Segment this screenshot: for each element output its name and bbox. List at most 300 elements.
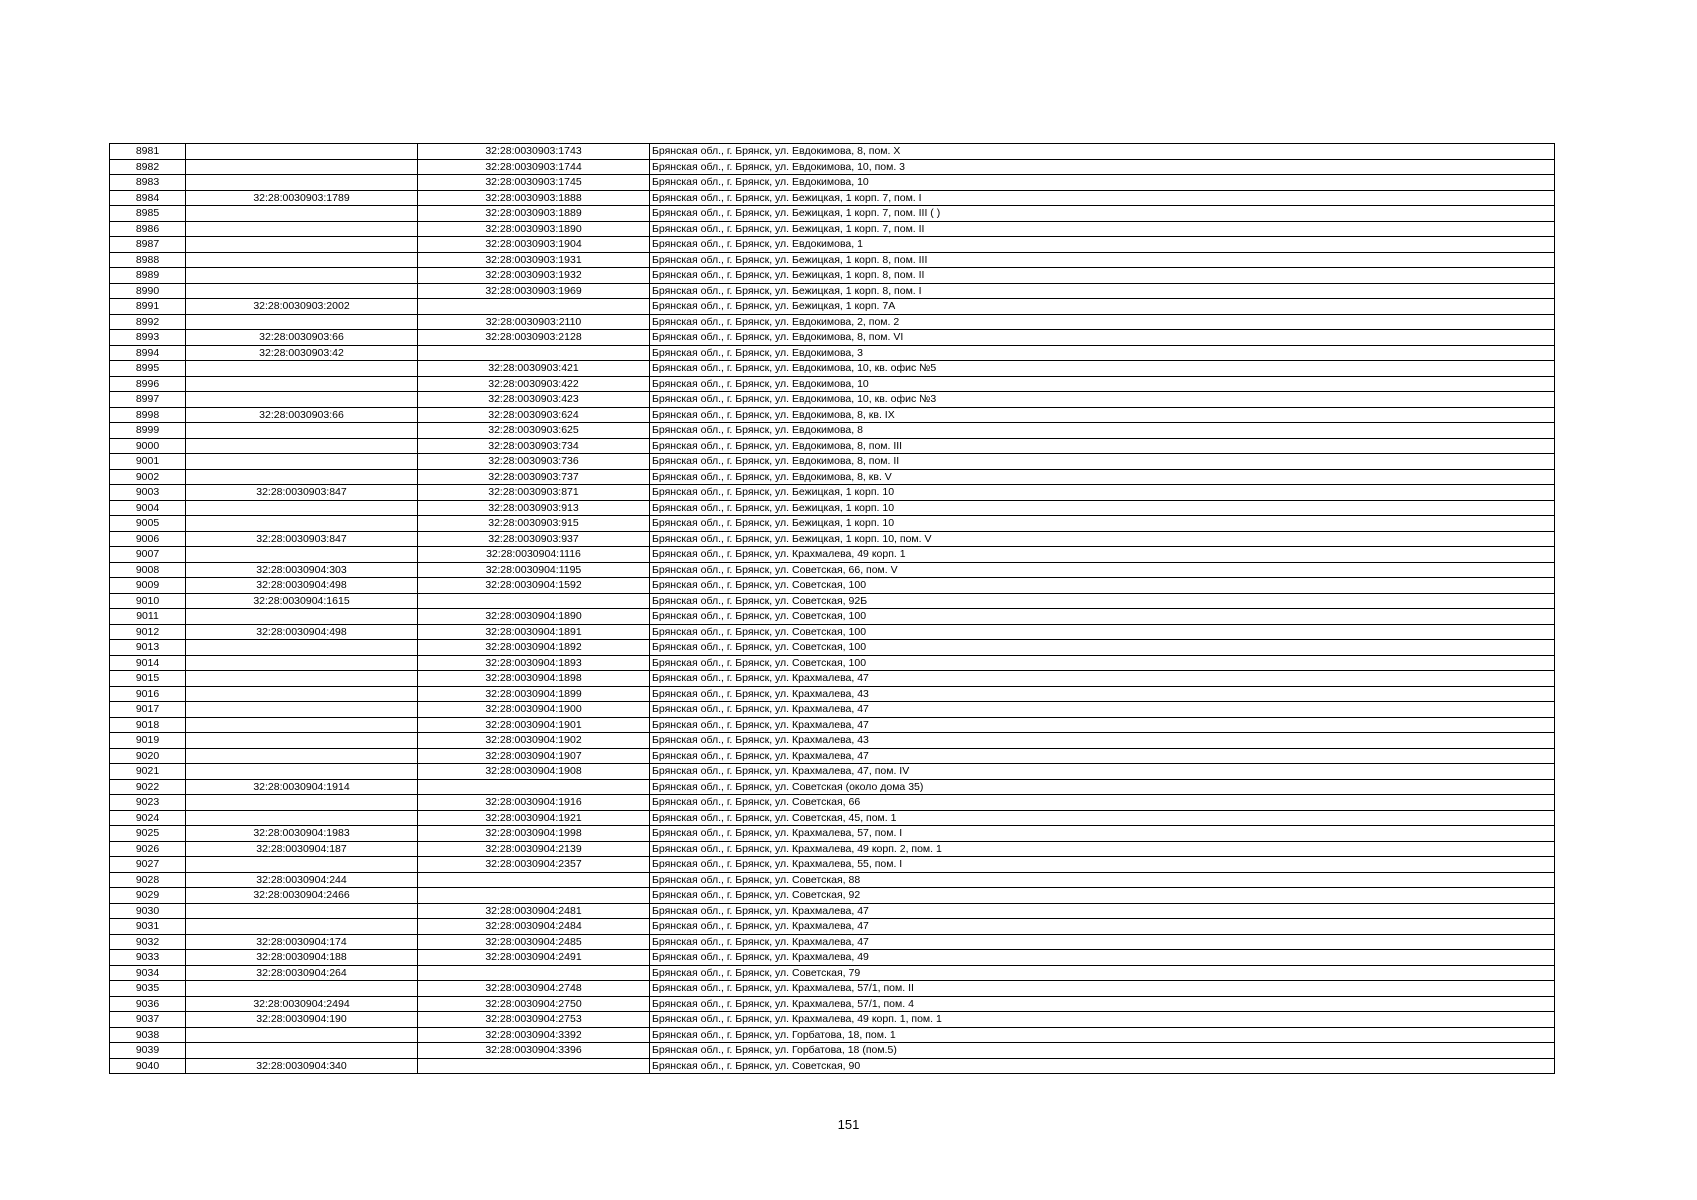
row-number-cell: 9027 [110,857,186,873]
table-row [110,299,1555,315]
cadastral-parent-cell [186,655,418,671]
table-row [110,795,1555,811]
cadastral-parent-cell [186,438,418,454]
row-number-cell: 8986 [110,221,186,237]
cadastral-parent-cell [186,237,418,253]
table-row [110,903,1555,919]
address-cell: Брянская обл., г. Брянск, ул. Советская, 100 [650,655,1555,671]
cadastral-number-cell: 32:28:0030904:2491 [418,950,650,966]
row-number-cell: 9005 [110,516,186,532]
cadastral-parent-cell [186,206,418,222]
table-row [110,314,1555,330]
cadastral-number-cell: 32:28:0030904:2485 [418,934,650,950]
cadastral-parent-cell: 32:28:0030904:498 [186,624,418,640]
address-cell: Брянская обл., г. Брянск, ул. Бежицкая, 1 корп. 10, пом. V [650,531,1555,547]
address-cell: Брянская обл., г. Брянск, ул. Евдокимова, 8 [650,423,1555,439]
address-cell: Брянская обл., г. Брянск, ул. Советская, 79 [650,965,1555,981]
address-cell: Брянская обл., г. Брянск, ул. Крахмалева, 57, пом. I [650,826,1555,842]
row-number-cell: 9007 [110,547,186,563]
cadastral-number-cell: 32:28:0030904:1899 [418,686,650,702]
table-row [110,934,1555,950]
row-number-cell: 9000 [110,438,186,454]
address-cell: Брянская обл., г. Брянск, ул. Крахмалева, 47 [650,903,1555,919]
table-row [110,376,1555,392]
table-row [110,671,1555,687]
cadastral-number-cell: 32:28:0030904:2481 [418,903,650,919]
table-row [110,686,1555,702]
registry-table [109,143,1555,1074]
cadastral-parent-cell: 32:28:0030904:340 [186,1058,418,1074]
cadastral-parent-cell: 32:28:0030904:188 [186,950,418,966]
cadastral-number-cell: 32:28:0030904:3392 [418,1027,650,1043]
row-number-cell: 9031 [110,919,186,935]
table-row [110,345,1555,361]
table-row [110,252,1555,268]
row-number-cell: 9022 [110,779,186,795]
row-number-cell: 8999 [110,423,186,439]
cadastral-parent-cell [186,981,418,997]
address-cell: Брянская обл., г. Брянск, ул. Советская, 92Б [650,593,1555,609]
cadastral-number-cell [418,1058,650,1074]
row-number-cell: 9011 [110,609,186,625]
row-number-cell: 8984 [110,190,186,206]
address-cell: Брянская обл., г. Брянск, ул. Бежицкая, 1 корп. 8, пом. II [650,268,1555,284]
row-number-cell: 8989 [110,268,186,284]
table-row [110,144,1555,160]
address-cell: Брянская обл., г. Брянск, ул. Крахмалева, 57/1, пом. 4 [650,996,1555,1012]
cadastral-parent-cell: 32:28:0030903:1789 [186,190,418,206]
cadastral-number-cell: 32:28:0030903:734 [418,438,650,454]
table-row [110,237,1555,253]
cadastral-number-cell: 32:28:0030904:3396 [418,1043,650,1059]
cadastral-parent-cell [186,159,418,175]
table-row [110,996,1555,1012]
cadastral-parent-cell [186,144,418,160]
address-cell: Брянская обл., г. Брянск, ул. Бежицкая, 1 корп. 10 [650,500,1555,516]
address-cell: Брянская обл., г. Брянск, ул. Евдокимова, 8, кв. V [650,469,1555,485]
row-number-cell: 9016 [110,686,186,702]
cadastral-parent-cell [186,795,418,811]
address-cell: Брянская обл., г. Брянск, ул. Крахмалева, 47 [650,934,1555,950]
row-number-cell: 9038 [110,1027,186,1043]
table-row [110,469,1555,485]
row-number-cell: 8981 [110,144,186,160]
cadastral-parent-cell [186,919,418,935]
table-row [110,268,1555,284]
registry-table-wrapper [109,143,1555,1074]
cadastral-parent-cell [186,469,418,485]
cadastral-parent-cell [186,686,418,702]
address-cell: Брянская обл., г. Брянск, ул. Крахмалева, 49 [650,950,1555,966]
table-row [110,593,1555,609]
cadastral-number-cell: 32:28:0030903:1889 [418,206,650,222]
cadastral-parent-cell [186,423,418,439]
row-number-cell: 9002 [110,469,186,485]
row-number-cell: 8985 [110,206,186,222]
cadastral-number-cell: 32:28:0030903:736 [418,454,650,470]
cadastral-parent-cell: 32:28:0030904:2466 [186,888,418,904]
cadastral-number-cell: 32:28:0030904:1592 [418,578,650,594]
address-cell: Брянская обл., г. Брянск, ул. Бежицкая, 1 корп. 7, пом. II [650,221,1555,237]
address-cell: Брянская обл., г. Брянск, ул. Бежицкая, 1 корп. 7, пом. III ( ) [650,206,1555,222]
cadastral-number-cell: 32:28:0030903:1890 [418,221,650,237]
cadastral-parent-cell [186,252,418,268]
cadastral-number-cell: 32:28:0030904:2484 [418,919,650,935]
row-number-cell: 8990 [110,283,186,299]
cadastral-number-cell [418,345,650,361]
cadastral-parent-cell: 32:28:0030904:187 [186,841,418,857]
table-row [110,826,1555,842]
cadastral-parent-cell [186,283,418,299]
row-number-cell: 9040 [110,1058,186,1074]
row-number-cell: 9025 [110,826,186,842]
address-cell: Брянская обл., г. Брянск, ул. Крахмалева, 49 корп. 1 [650,547,1555,563]
row-number-cell: 9009 [110,578,186,594]
row-number-cell: 9030 [110,903,186,919]
address-cell: Брянская обл., г. Брянск, ул. Советская, 100 [650,578,1555,594]
table-row [110,872,1555,888]
cadastral-number-cell: 32:28:0030904:1892 [418,640,650,656]
cadastral-parent-cell [186,717,418,733]
table-row [110,609,1555,625]
address-cell: Брянская обл., г. Брянск, ул. Горбатова, 18, пом. 1 [650,1027,1555,1043]
cadastral-number-cell: 32:28:0030903:2110 [418,314,650,330]
row-number-cell: 9028 [110,872,186,888]
cadastral-number-cell: 32:28:0030904:1902 [418,733,650,749]
table-row [110,531,1555,547]
cadastral-number-cell [418,779,650,795]
cadastral-number-cell [418,888,650,904]
registry-table-body [110,144,1555,1074]
cadastral-number-cell: 32:28:0030903:1743 [418,144,650,160]
address-cell: Брянская обл., г. Брянск, ул. Евдокимова, 10 [650,376,1555,392]
row-number-cell: 9034 [110,965,186,981]
cadastral-parent-cell [186,671,418,687]
table-row [110,438,1555,454]
cadastral-parent-cell: 32:28:0030904:498 [186,578,418,594]
cadastral-number-cell [418,965,650,981]
cadastral-parent-cell [186,361,418,377]
cadastral-number-cell: 32:28:0030903:871 [418,485,650,501]
address-cell: Брянская обл., г. Брянск, ул. Советская, 88 [650,872,1555,888]
table-row [110,965,1555,981]
row-number-cell: 9029 [110,888,186,904]
row-number-cell: 9035 [110,981,186,997]
cadastral-number-cell: 32:28:0030904:1116 [418,547,650,563]
table-row [110,516,1555,532]
address-cell: Брянская обл., г. Брянск, ул. Евдокимова, 10, кв. офис №5 [650,361,1555,377]
cadastral-number-cell: 32:28:0030904:2748 [418,981,650,997]
cadastral-number-cell: 32:28:0030903:1888 [418,190,650,206]
cadastral-number-cell: 32:28:0030904:1195 [418,562,650,578]
cadastral-number-cell: 32:28:0030904:2357 [418,857,650,873]
cadastral-parent-cell [186,516,418,532]
address-cell: Брянская обл., г. Брянск, ул. Евдокимова, 8, кв. IX [650,407,1555,423]
cadastral-parent-cell [186,268,418,284]
address-cell: Брянская обл., г. Брянск, ул. Евдокимова, 8, пом. II [650,454,1555,470]
table-row [110,206,1555,222]
cadastral-parent-cell [186,903,418,919]
table-row [110,841,1555,857]
cadastral-parent-cell: 32:28:0030903:847 [186,531,418,547]
cadastral-number-cell: 32:28:0030904:1898 [418,671,650,687]
cadastral-number-cell: 32:28:0030904:1921 [418,810,650,826]
table-row [110,175,1555,191]
address-cell: Брянская обл., г. Брянск, ул. Евдокимова, 8, пом. X [650,144,1555,160]
cadastral-parent-cell [186,221,418,237]
row-number-cell: 9006 [110,531,186,547]
row-number-cell: 9017 [110,702,186,718]
cadastral-number-cell [418,593,650,609]
cadastral-number-cell: 32:28:0030904:1998 [418,826,650,842]
row-number-cell: 9008 [110,562,186,578]
address-cell: Брянская обл., г. Брянск, ул. Бежицкая, 1 корп. 7, пом. I [650,190,1555,206]
cadastral-number-cell: 32:28:0030903:421 [418,361,650,377]
table-row [110,857,1555,873]
cadastral-parent-cell: 32:28:0030903:42 [186,345,418,361]
address-cell: Брянская обл., г. Брянск, ул. Бежицкая, 1 корп. 7А [650,299,1555,315]
row-number-cell: 8982 [110,159,186,175]
cadastral-number-cell [418,299,650,315]
address-cell: Брянская обл., г. Брянск, ул. Евдокимова, 1 [650,237,1555,253]
cadastral-number-cell: 32:28:0030904:1893 [418,655,650,671]
cadastral-parent-cell [186,702,418,718]
row-number-cell: 9021 [110,764,186,780]
row-number-cell: 9019 [110,733,186,749]
row-number-cell: 9015 [110,671,186,687]
row-number-cell: 8987 [110,237,186,253]
table-row [110,919,1555,935]
row-number-cell: 8983 [110,175,186,191]
address-cell: Брянская обл., г. Брянск, ул. Советская, 66, пом. V [650,562,1555,578]
cadastral-number-cell: 32:28:0030904:1901 [418,717,650,733]
address-cell: Брянская обл., г. Брянск, ул. Крахмалева, 55, пом. I [650,857,1555,873]
cadastral-number-cell: 32:28:0030904:2753 [418,1012,650,1028]
address-cell: Брянская обл., г. Брянск, ул. Советская, 66 [650,795,1555,811]
table-row [110,1043,1555,1059]
table-row [110,624,1555,640]
table-row [110,702,1555,718]
address-cell: Брянская обл., г. Брянск, ул. Евдокимова, 10, кв. офис №3 [650,392,1555,408]
address-cell: Брянская обл., г. Брянск, ул. Евдокимова, 2, пом. 2 [650,314,1555,330]
cadastral-parent-cell [186,609,418,625]
cadastral-parent-cell [186,314,418,330]
address-cell: Брянская обл., г. Брянск, ул. Евдокимова, 10, пом. 3 [650,159,1555,175]
cadastral-parent-cell [186,500,418,516]
address-cell: Брянская обл., г. Брянск, ул. Крахмалева, 43 [650,733,1555,749]
row-number-cell: 8991 [110,299,186,315]
address-cell: Брянская обл., г. Брянск, ул. Крахмалева, 49 корп. 1, пом. 1 [650,1012,1555,1028]
cadastral-number-cell: 32:28:0030903:1745 [418,175,650,191]
row-number-cell: 8994 [110,345,186,361]
address-cell: Брянская обл., г. Брянск, ул. Крахмалева, 47 [650,702,1555,718]
cadastral-parent-cell: 32:28:0030904:303 [186,562,418,578]
cadastral-parent-cell: 32:28:0030904:190 [186,1012,418,1028]
row-number-cell: 9003 [110,485,186,501]
address-cell: Брянская обл., г. Брянск, ул. Евдокимова, 10 [650,175,1555,191]
row-number-cell: 9024 [110,810,186,826]
address-cell: Брянская обл., г. Брянск, ул. Крахмалева, 47, пом. IV [650,764,1555,780]
cadastral-parent-cell: 32:28:0030904:2494 [186,996,418,1012]
table-row [110,485,1555,501]
cadastral-parent-cell [186,810,418,826]
cadastral-parent-cell: 32:28:0030904:174 [186,934,418,950]
address-cell: Брянская обл., г. Брянск, ул. Крахмалева, 47 [650,671,1555,687]
cadastral-number-cell: 32:28:0030904:2750 [418,996,650,1012]
address-cell: Брянская обл., г. Брянск, ул. Крахмалева, 47 [650,717,1555,733]
row-number-cell: 9020 [110,748,186,764]
row-number-cell: 9013 [110,640,186,656]
cadastral-parent-cell [186,547,418,563]
cadastral-number-cell: 32:28:0030904:1907 [418,748,650,764]
cadastral-number-cell: 32:28:0030904:1890 [418,609,650,625]
address-cell: Брянская обл., г. Брянск, ул. Евдокимова, 8, пом. VI [650,330,1555,346]
cadastral-parent-cell: 32:28:0030904:1983 [186,826,418,842]
cadastral-number-cell: 32:28:0030903:1744 [418,159,650,175]
table-row [110,810,1555,826]
address-cell: Брянская обл., г. Брянск, ул. Бежицкая, 1 корп. 10 [650,485,1555,501]
table-row [110,407,1555,423]
cadastral-parent-cell: 32:28:0030903:2002 [186,299,418,315]
cadastral-parent-cell: 32:28:0030904:244 [186,872,418,888]
cadastral-number-cell: 32:28:0030903:1904 [418,237,650,253]
address-cell: Брянская обл., г. Брянск, ул. Горбатова, 18 (пом.5) [650,1043,1555,1059]
row-number-cell: 9039 [110,1043,186,1059]
address-cell: Брянская обл., г. Брянск, ул. Советская, 90 [650,1058,1555,1074]
cadastral-parent-cell: 32:28:0030903:66 [186,330,418,346]
row-number-cell: 9032 [110,934,186,950]
cadastral-number-cell: 32:28:0030903:913 [418,500,650,516]
cadastral-number-cell: 32:28:0030903:915 [418,516,650,532]
address-cell: Брянская обл., г. Брянск, ул. Советская, 45, пом. 1 [650,810,1555,826]
address-cell: Брянская обл., г. Брянск, ул. Советская, 100 [650,609,1555,625]
address-cell: Брянская обл., г. Брянск, ул. Советская, 92 [650,888,1555,904]
page-number: 151 [837,1117,860,1132]
cadastral-number-cell: 32:28:0030903:1931 [418,252,650,268]
address-cell: Брянская обл., г. Брянск, ул. Бежицкая, 1 корп. 8, пом. III [650,252,1555,268]
address-cell: Брянская обл., г. Брянск, ул. Крахмалева, 57/1, пом. II [650,981,1555,997]
cadastral-parent-cell: 32:28:0030904:1914 [186,779,418,795]
cadastral-parent-cell [186,764,418,780]
row-number-cell: 8998 [110,407,186,423]
cadastral-number-cell: 32:28:0030903:423 [418,392,650,408]
table-row [110,779,1555,795]
cadastral-parent-cell [186,392,418,408]
cadastral-number-cell: 32:28:0030903:2128 [418,330,650,346]
cadastral-parent-cell [186,175,418,191]
table-row [110,392,1555,408]
table-row [110,655,1555,671]
cadastral-parent-cell [186,640,418,656]
row-number-cell: 8997 [110,392,186,408]
address-cell: Брянская обл., г. Брянск, ул. Крахмалева, 49 корп. 2, пом. 1 [650,841,1555,857]
table-row [110,717,1555,733]
address-cell: Брянская обл., г. Брянск, ул. Евдокимова, 8, пом. III [650,438,1555,454]
table-row [110,159,1555,175]
cadastral-number-cell: 32:28:0030903:422 [418,376,650,392]
row-number-cell: 8996 [110,376,186,392]
address-cell: Брянская обл., г. Брянск, ул. Евдокимова, 3 [650,345,1555,361]
cadastral-number-cell: 32:28:0030904:1900 [418,702,650,718]
cadastral-number-cell: 32:28:0030904:1891 [418,624,650,640]
table-row [110,361,1555,377]
table-row [110,1012,1555,1028]
address-cell: Брянская обл., г. Брянск, ул. Советская (около дома 35) [650,779,1555,795]
row-number-cell: 9023 [110,795,186,811]
row-number-cell: 9033 [110,950,186,966]
row-number-cell: 9010 [110,593,186,609]
address-cell: Брянская обл., г. Брянск, ул. Бежицкая, 1 корп. 10 [650,516,1555,532]
table-row [110,500,1555,516]
row-number-cell: 9001 [110,454,186,470]
address-cell: Брянская обл., г. Брянск, ул. Крахмалева, 47 [650,748,1555,764]
address-cell: Брянская обл., г. Брянск, ул. Крахмалева, 43 [650,686,1555,702]
cadastral-number-cell: 32:28:0030903:737 [418,469,650,485]
row-number-cell: 9012 [110,624,186,640]
table-row [110,733,1555,749]
table-row [110,190,1555,206]
address-cell: Брянская обл., г. Брянск, ул. Советская, 100 [650,624,1555,640]
cadastral-parent-cell [186,454,418,470]
cadastral-number-cell: 32:28:0030903:625 [418,423,650,439]
address-cell: Брянская обл., г. Брянск, ул. Бежицкая, 1 корп. 8, пом. I [650,283,1555,299]
row-number-cell: 8988 [110,252,186,268]
row-number-cell: 9026 [110,841,186,857]
cadastral-parent-cell [186,1043,418,1059]
table-row [110,221,1555,237]
table-row [110,283,1555,299]
table-row [110,764,1555,780]
table-row [110,1058,1555,1074]
row-number-cell: 8993 [110,330,186,346]
table-row [110,454,1555,470]
table-row [110,888,1555,904]
cadastral-parent-cell [186,1027,418,1043]
cadastral-number-cell: 32:28:0030903:937 [418,531,650,547]
row-number-cell: 9014 [110,655,186,671]
row-number-cell: 9036 [110,996,186,1012]
cadastral-number-cell: 32:28:0030903:1969 [418,283,650,299]
cadastral-parent-cell [186,748,418,764]
table-row [110,640,1555,656]
cadastral-number-cell: 32:28:0030904:1916 [418,795,650,811]
cadastral-parent-cell: 32:28:0030903:847 [186,485,418,501]
row-number-cell: 8992 [110,314,186,330]
cadastral-parent-cell: 32:28:0030903:66 [186,407,418,423]
row-number-cell: 9018 [110,717,186,733]
table-row [110,981,1555,997]
table-row [110,950,1555,966]
cadastral-number-cell: 32:28:0030904:1908 [418,764,650,780]
cadastral-number-cell: 32:28:0030903:1932 [418,268,650,284]
table-row [110,547,1555,563]
table-row [110,330,1555,346]
address-cell: Брянская обл., г. Брянск, ул. Советская, 100 [650,640,1555,656]
cadastral-parent-cell [186,376,418,392]
table-row [110,562,1555,578]
cadastral-parent-cell: 32:28:0030904:264 [186,965,418,981]
address-cell: Брянская обл., г. Брянск, ул. Крахмалева, 47 [650,919,1555,935]
table-row [110,748,1555,764]
cadastral-parent-cell [186,857,418,873]
cadastral-number-cell [418,872,650,888]
row-number-cell: 9037 [110,1012,186,1028]
cadastral-parent-cell: 32:28:0030904:1615 [186,593,418,609]
cadastral-parent-cell [186,733,418,749]
table-row [110,423,1555,439]
row-number-cell: 8995 [110,361,186,377]
row-number-cell: 9004 [110,500,186,516]
